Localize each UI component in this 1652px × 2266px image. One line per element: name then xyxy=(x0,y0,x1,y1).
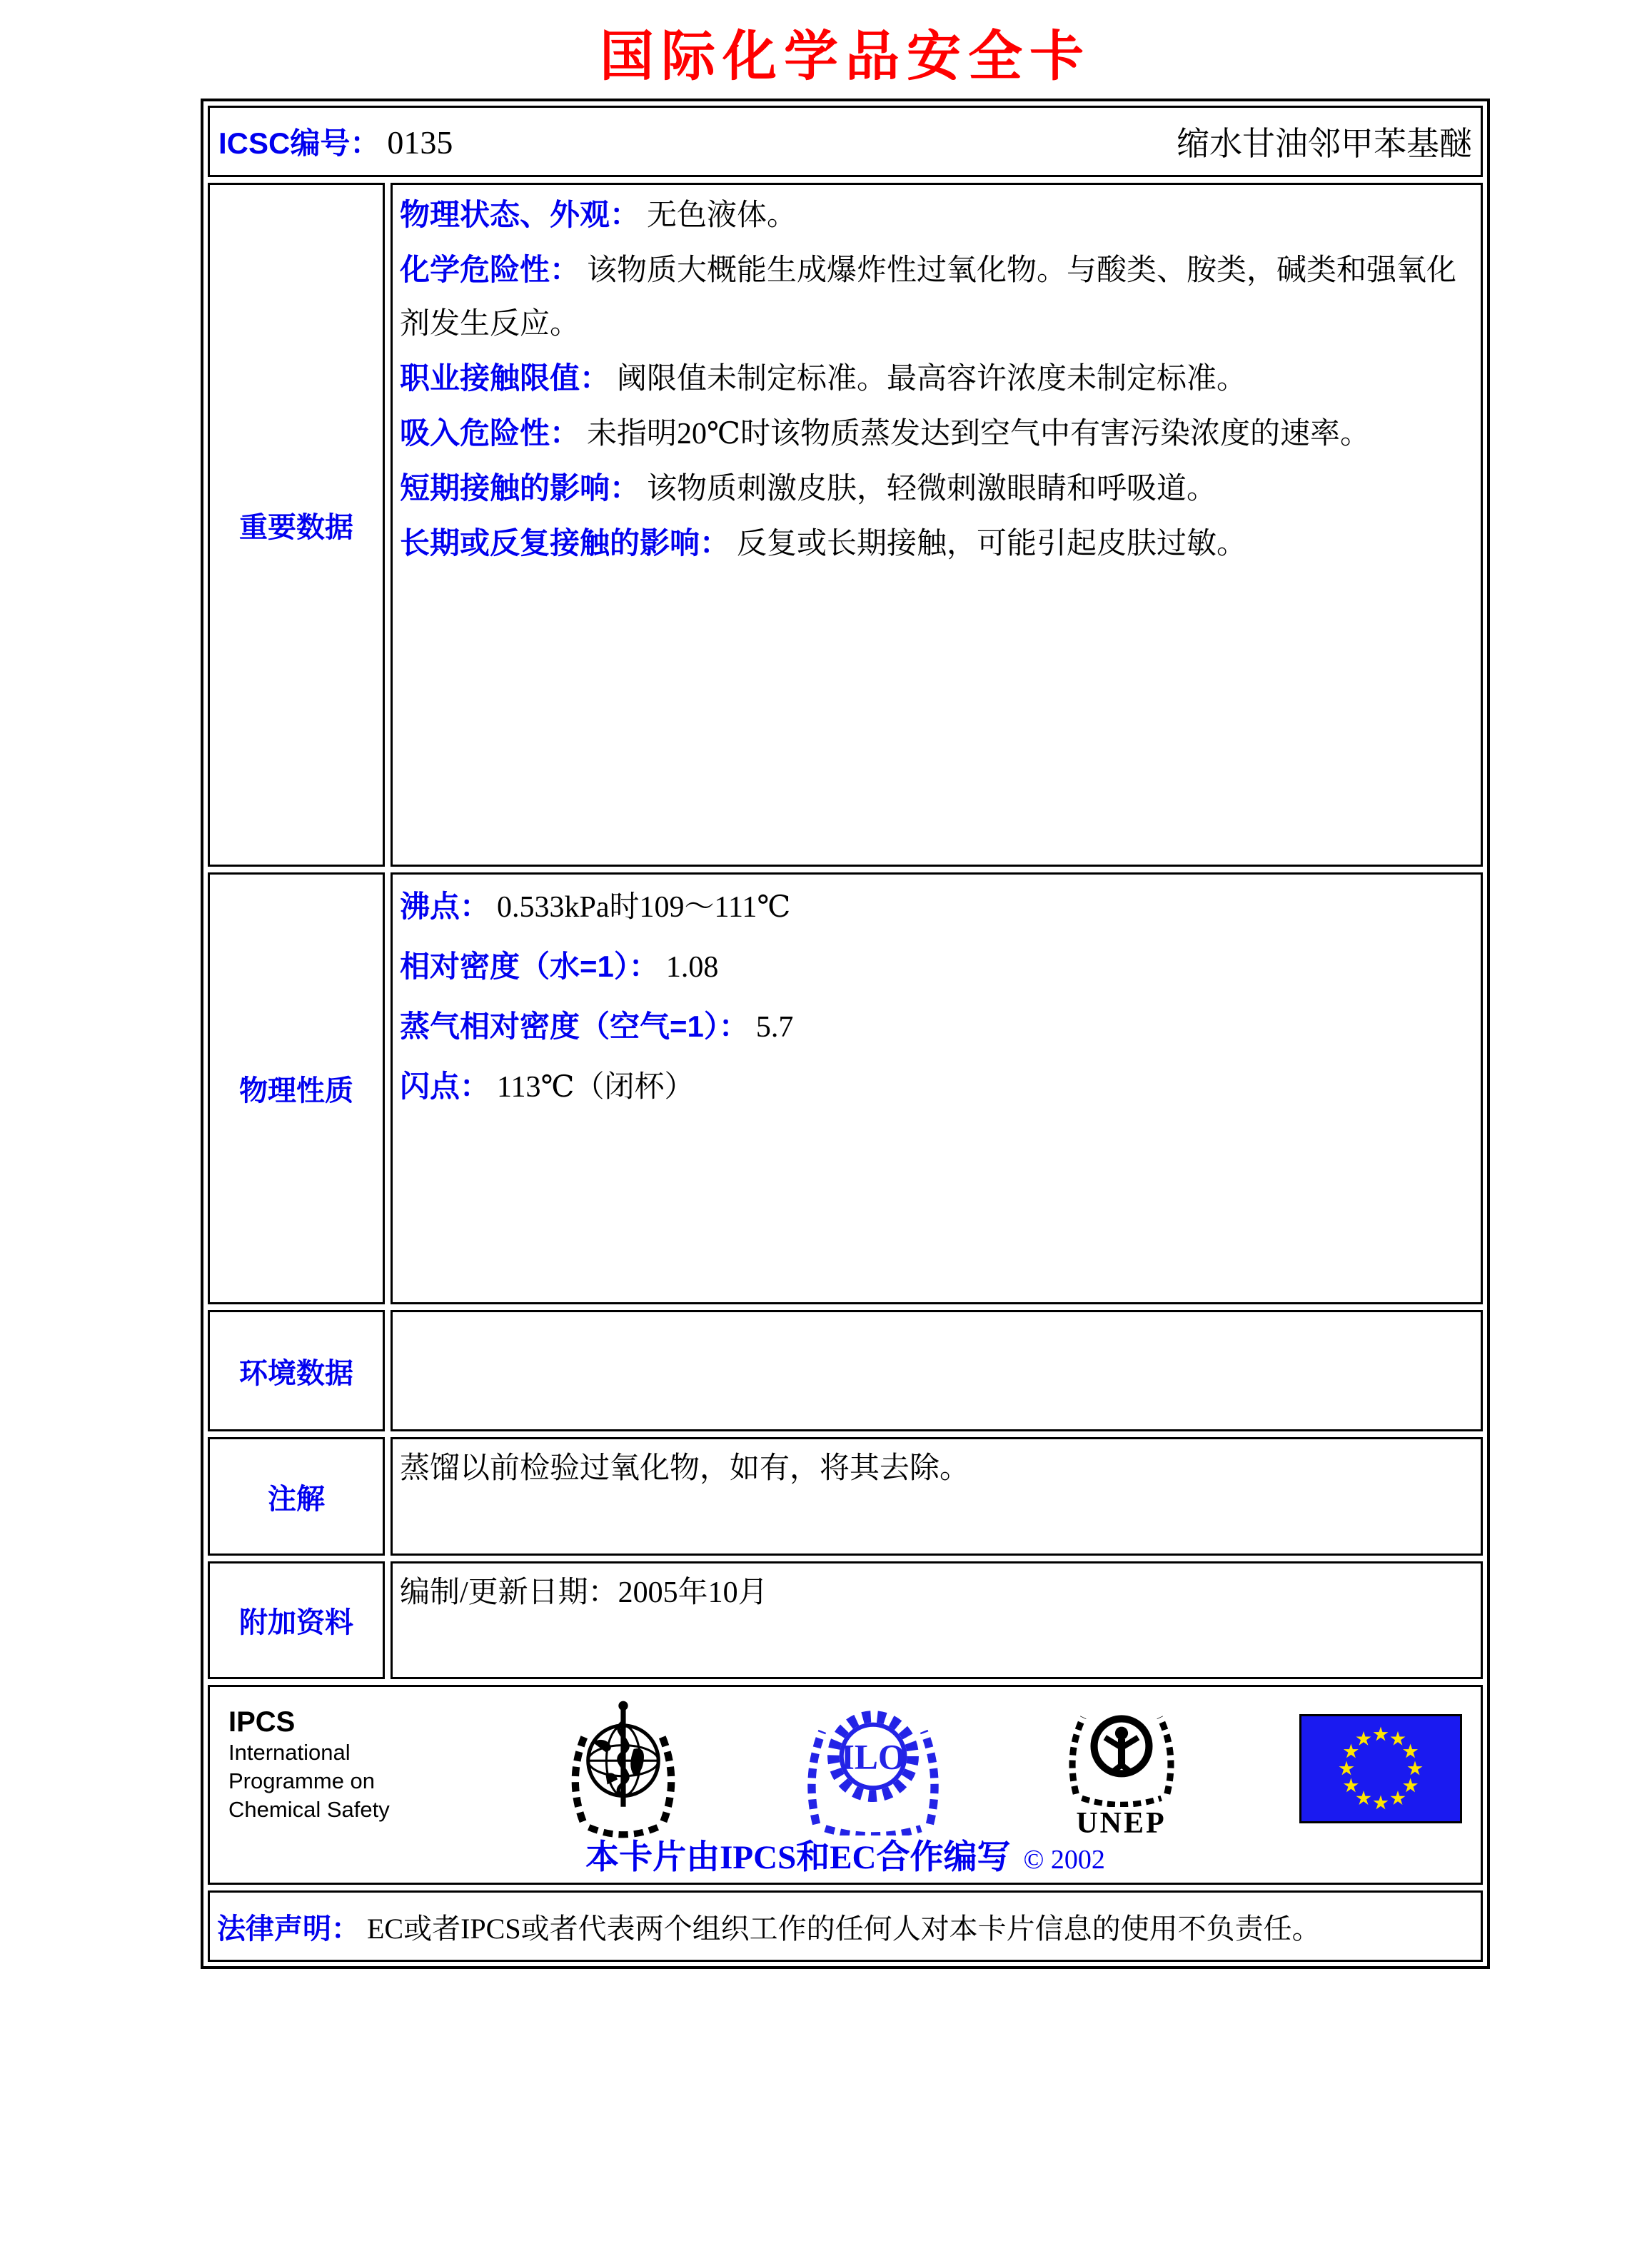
prop-vapor-density: 蒸气相对密度（空气=1）： 5.7 xyxy=(400,1009,794,1044)
who-logo-icon xyxy=(560,1698,687,1845)
page-title: 国际化学品安全卡 xyxy=(600,27,1091,87)
fact-occupational-limit: 职业接触限值： 阈限值未制定标准。最高容许浓度未制定标准。 xyxy=(400,361,1247,396)
update-date: 编制/更新日期：2005年10月 xyxy=(400,1576,768,1609)
physical-properties-content xyxy=(391,872,1483,1304)
credit-line xyxy=(210,1831,1481,1878)
important-data-content xyxy=(391,183,1483,867)
logos-row xyxy=(208,1685,1483,1885)
important-data-row xyxy=(208,183,1483,867)
environment-data-content xyxy=(391,1310,1483,1431)
important-data-label: 重要数据 xyxy=(239,511,353,543)
legal-label: 法律声明： xyxy=(217,1913,360,1945)
physical-properties-row xyxy=(208,872,1483,1304)
prop-relative-density: 相对密度（水=1）： 1.08 xyxy=(400,950,719,984)
additional-info-row xyxy=(208,1561,1483,1679)
notes-label-cell xyxy=(208,1437,385,1556)
icsc-number-label: ICSC编号： xyxy=(218,126,381,160)
prop-boiling-point: 沸点： 0.533kPa时109～111℃ xyxy=(400,890,791,924)
additional-info-label: 附加资料 xyxy=(239,1607,353,1638)
environment-data-row xyxy=(208,1310,1483,1431)
fact-long-term: 长期或反复接触的影响： 反复或长期接触，可能引起皮肤过敏。 xyxy=(400,526,1247,560)
notes-text: 蒸馏以前检验过氧化物，如有，将其去除。 xyxy=(400,1452,970,1485)
ilo-logo-icon xyxy=(803,1698,943,1839)
icsc-number-group xyxy=(218,120,453,163)
ipcs-acronym: IPCS xyxy=(228,1706,296,1738)
notes-content xyxy=(391,1437,1483,1556)
physical-properties-label: 物理性质 xyxy=(239,1075,353,1107)
fact-chemical-danger: 化学危险性： 该物质大概能生成爆炸性过氧化物。与酸类、胺类，碱类和强氧化剂发生反应。 xyxy=(400,253,1457,341)
fact-inhalation-risk: 吸入危险性： 未指明20℃时该物质蒸发达到空气中有害污染浓度的速率。 xyxy=(400,416,1371,450)
eu-flag-icon xyxy=(1299,1714,1462,1827)
credit-text: 本卡片由IPCS和EC合作编写 xyxy=(585,1839,1011,1876)
additional-info-content xyxy=(391,1561,1483,1679)
fact-short-term: 短期接触的影响： 该物质刺激皮肤，轻微刺激眼睛和呼吸道。 xyxy=(400,471,1217,505)
legal-row xyxy=(208,1890,1483,1962)
environment-data-label: 环境数据 xyxy=(239,1357,353,1389)
chemical-name: 缩水甘油邻甲苯基醚 xyxy=(1177,126,1472,162)
icsc-table xyxy=(201,99,1490,1969)
icsc-number-value: 0135 xyxy=(387,124,453,161)
legal-text: EC或者IPCS或者代表两个组织工作的任何人对本卡片信息的使用不负责任。 xyxy=(367,1912,1321,1945)
additional-info-label-cell xyxy=(208,1561,385,1679)
copyright-text: © 2002 xyxy=(1023,1845,1105,1875)
unep-label: UNEP xyxy=(1076,1807,1167,1840)
ipcs-text-block: IPCS International Programme on Chemical Safety xyxy=(228,1698,443,1824)
notes-label: 注解 xyxy=(268,1483,325,1515)
notes-row xyxy=(208,1437,1483,1556)
important-data-label-cell xyxy=(208,183,385,867)
fact-physical-state: 物理状态、外观： 无色液体。 xyxy=(400,198,797,232)
environment-data-label-cell xyxy=(208,1310,385,1431)
header-row xyxy=(208,106,1483,177)
unep-logo-icon xyxy=(1060,1698,1183,1841)
ilo-monogram: ILO xyxy=(840,1737,906,1777)
physical-properties-label-cell xyxy=(208,872,385,1304)
prop-flash-point: 闪点： 113℃（闭杯） xyxy=(400,1069,695,1104)
